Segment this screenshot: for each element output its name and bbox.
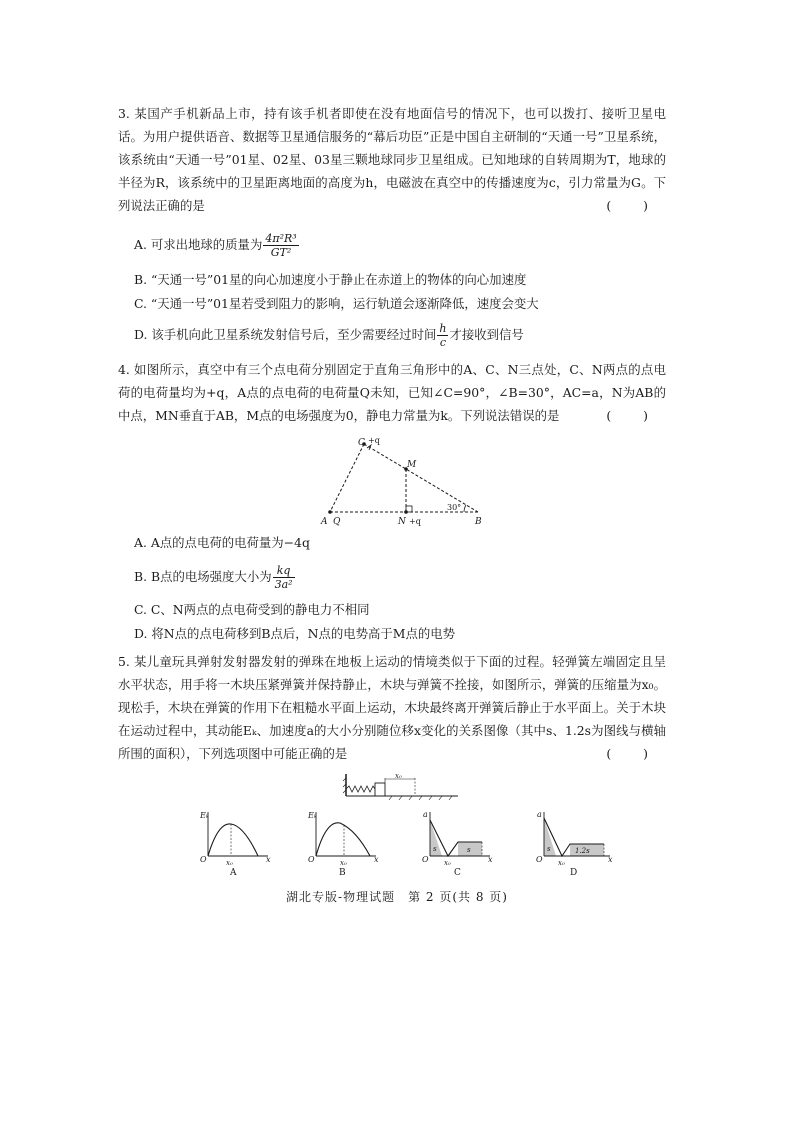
label-a: A bbox=[321, 517, 328, 526]
x-axis-label: x bbox=[266, 855, 271, 864]
label-plus-q-c: +q bbox=[368, 436, 380, 445]
wood-block bbox=[375, 783, 385, 796]
charge-n bbox=[404, 510, 408, 514]
option-letter: A bbox=[230, 868, 237, 876]
question-5-stem: 5. 某儿童玩具弹射发射器发射的弹珠在地板上运动的情境类似于下面的过程。轻弹簧左端固定且呈水平状态，用手将一木块压紧弹簧并保持静止，木块与弹簧不拴接，如图所示，弹簧的压缩量为x₀。现松手，木块在弹簧的作用下在粗糙水平面上运动，木块最终离开弹簧后静止于水平面上。关于木块在运动过程中，其动能Eₖ、加速度a的大小分别随位移x变化的关系图像（其中s、1.2s为图线与横轴所围的面积），下列选项图中可能正确的是 bbox=[118, 654, 666, 761]
ek-curve bbox=[208, 824, 258, 856]
q3-option-a: A. 可求出地球的质量为 $\frac{\text{4π²R³}}{\text{GT²}}$ bbox=[134, 232, 297, 259]
label-c: C bbox=[358, 438, 365, 448]
y-axis-label: Eₖ bbox=[200, 811, 209, 820]
q4-option-b: B. B点的电场强度大小为 $\frac{kq}{\text{3a²}}$ bbox=[134, 564, 293, 591]
graph-b bbox=[304, 806, 384, 876]
x0-tick-label: x₀ bbox=[226, 859, 233, 867]
x0-tick-label: x₀ bbox=[558, 859, 565, 867]
label-Q: Q bbox=[333, 517, 341, 526]
q3-option-d: D. 该手机向此卫星系统发射信号后，至少需要经过时间 $\frac{h}{c}$ 才接收到信号 bbox=[134, 322, 524, 349]
ek-curve bbox=[316, 823, 370, 856]
question-4-stem: 4. 如图所示，真空中有三个点电荷分别固定于直角三角形中的A、C、N三点处，C、N两点的点电荷的电荷量均为+q，A点的点电荷的电荷量Q未知，已知∠C=90°，∠B=30°，AC=a，N为AB的中点，MN垂直于AB，M点的电场强度为0，静电力常量为k。下列说法错误的是 bbox=[118, 362, 666, 423]
answer-blank: ( ) bbox=[606, 198, 662, 213]
angle-arc bbox=[464, 505, 466, 512]
side-cb bbox=[364, 444, 478, 512]
page-footer: 湖北专版-物理试题 第 2 页(共 8 页) bbox=[286, 890, 508, 904]
answer-blank: ( ) bbox=[606, 408, 662, 423]
question-3-stem: 3. 某国产手机新品上市，持有该手机者即使在没有地面信号的情况下，也可以拨打、接听卫星电话。为用户提供语音、数据等卫星通信服务的“幕后功臣”正是中国自主研制的“天通一号”卫星系统，该系统由“天通一号”01星、02星、03星三颗地球同步卫星组成。已知地球的自转周期为T，地球的半径为R，该系统中的卫星距离地面的高度为h，电磁波在真空中的传播速度为c，引力常量为G。下列说法正确的是 bbox=[118, 106, 666, 213]
label-m: M bbox=[407, 460, 417, 470]
area-label-1: s bbox=[547, 845, 551, 853]
fraction: $\frac{h}{c}$ bbox=[439, 322, 447, 349]
area-label-1: s bbox=[433, 845, 437, 853]
q4-option-d: D. 将N点的点电荷移到B点后，N点的电势高于M点的电势 bbox=[134, 626, 456, 641]
origin-label: O bbox=[536, 855, 543, 864]
x0-tick-label: x₀ bbox=[340, 859, 347, 867]
question-4 bbox=[118, 358, 666, 427]
answer-blank: ( ) bbox=[606, 746, 662, 761]
x-axis-label: x bbox=[608, 855, 613, 864]
option-letter: D bbox=[570, 868, 578, 876]
side-ca bbox=[330, 444, 364, 512]
label-n: N bbox=[398, 517, 406, 526]
x-axis-label: x bbox=[488, 855, 493, 864]
option-letter: B bbox=[339, 868, 346, 876]
label-plus-q-n: +q bbox=[409, 517, 421, 526]
y-axis-label: Eₖ bbox=[308, 811, 317, 820]
area-label-2: 1.2s bbox=[575, 847, 590, 855]
y-axis-label: a bbox=[537, 810, 542, 819]
triangle-diagram bbox=[318, 434, 494, 526]
q4-option-a: A. A点的点电荷的电荷量为−4q bbox=[134, 535, 310, 550]
x0-tick-label: x₀ bbox=[444, 859, 451, 867]
graph-c bbox=[418, 806, 498, 876]
label-b: B bbox=[475, 517, 482, 526]
q4-option-c: C. C、N两点的点电荷受到的静电力不相同 bbox=[134, 602, 370, 617]
area-label-2: s bbox=[467, 846, 471, 854]
q3-option-b: B. “天通一号”01星的向心加速度小于静止在赤道上的物体的向心加速度 bbox=[134, 272, 527, 287]
spring bbox=[346, 786, 375, 792]
origin-label: O bbox=[308, 855, 315, 864]
graph-d bbox=[532, 806, 616, 876]
spring-setup-diagram bbox=[342, 772, 462, 802]
origin-label: O bbox=[200, 855, 207, 864]
x-axis-label: x bbox=[374, 855, 379, 864]
x0-label: x₀ bbox=[395, 772, 402, 780]
question-5 bbox=[118, 650, 666, 765]
fraction: $\frac{kq}{\text{3a²}}$ bbox=[274, 564, 293, 591]
graph-a bbox=[196, 806, 276, 876]
q3-option-c: C. “天通一号”01星若受到阻力的影响，运行轨道会逐渐降低，速度会变大 bbox=[134, 296, 539, 311]
question-3 bbox=[118, 102, 666, 217]
option-letter: C bbox=[454, 868, 461, 876]
y-axis-label: a bbox=[423, 810, 428, 819]
charge-a bbox=[328, 510, 332, 514]
fraction: $\frac{\text{4π²R³}}{\text{GT²}}$ bbox=[265, 232, 297, 259]
label-angle: 30° bbox=[447, 503, 462, 512]
origin-label: O bbox=[422, 855, 429, 864]
